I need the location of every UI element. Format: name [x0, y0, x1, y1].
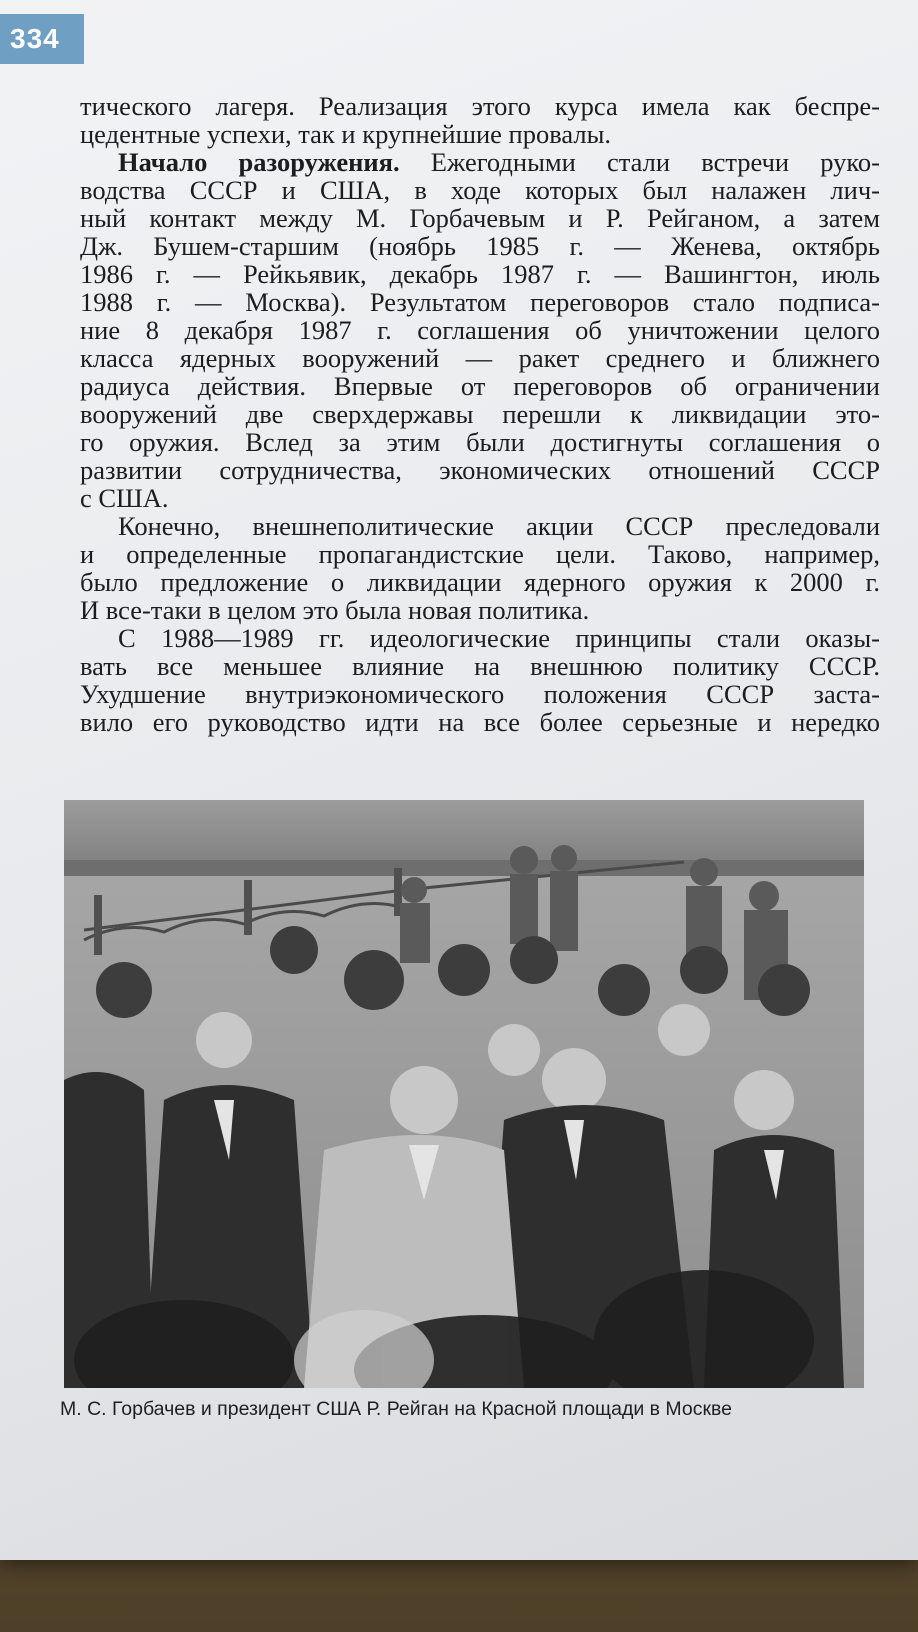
text-line: 1986 г. — Рейкьявик, декабрь 1987 г. — Вашингтон, июль: [80, 259, 880, 289]
text-line: вать все меньшее влияние на внешнюю политику СССР.: [80, 651, 880, 681]
text-line: [80, 148, 880, 176]
text-line: было предложение о ликвидации ядерного оружия к 2000 г.: [80, 567, 880, 597]
text-line: радиуса действия. Впервые от переговоров об ограничении: [80, 371, 880, 401]
text-fragment: Ежегодными стали встречи руко-: [399, 147, 881, 177]
text-line: го оружия. Вслед за этим были достигнуты соглашения о: [80, 427, 880, 457]
page-number: 334: [0, 14, 84, 64]
text-line: с США.: [80, 483, 169, 513]
text-line: и определенные пропагандистские цели. Таково, например,: [80, 539, 880, 569]
text-line: 1988 г. — Москва). Результатом переговоров стало подписа-: [80, 287, 880, 317]
text-line: ный контакт между М. Горбачевым и Р. Рейганом, а затем: [80, 203, 880, 233]
text-line: Дж. Бушем-старшим (ноябрь 1985 г. — Женева, октябрь: [80, 231, 880, 261]
section-heading: Начало разоружения.: [118, 147, 400, 177]
text-line: водства СССР и США, в ходе которых был налажен лич-: [80, 175, 880, 205]
text-line: С 1988—1989 гг. идеологические принципы стали оказы-: [118, 623, 880, 653]
text-line: И все-таки в целом это была новая политика.: [80, 595, 590, 625]
text-line: вило его руководство идти на все более серьезные и нередко: [80, 707, 880, 737]
text-line: Конечно, внешнеполитические акции СССР преследовали: [118, 511, 880, 541]
text-line: развитии сотрудничества, экономических отношений СССР: [80, 455, 880, 485]
body-text: [80, 92, 880, 736]
text-line: вооружений две сверхдержавы перешли к ликвидации это-: [80, 399, 880, 429]
text-line: ние 8 декабря 1987 г. соглашения об уничтожении целого: [80, 315, 880, 345]
text-line: цедентные успехи, так и крупнейшие провалы.: [80, 119, 612, 149]
photograph: [64, 800, 864, 1388]
text-line: тического лагеря. Реализация этого курса имела как беспре-: [80, 91, 880, 121]
photo-caption: М. С. Горбачев и президент США Р. Рейган на Красной площади в Москве: [60, 1398, 732, 1420]
text-line: класса ядерных вооружений — ракет среднего и ближнего: [80, 343, 880, 373]
text-line: Ухудшение внутриэкономического положения СССР заста-: [80, 679, 880, 709]
photo-crowd-illustration: [64, 800, 864, 1388]
